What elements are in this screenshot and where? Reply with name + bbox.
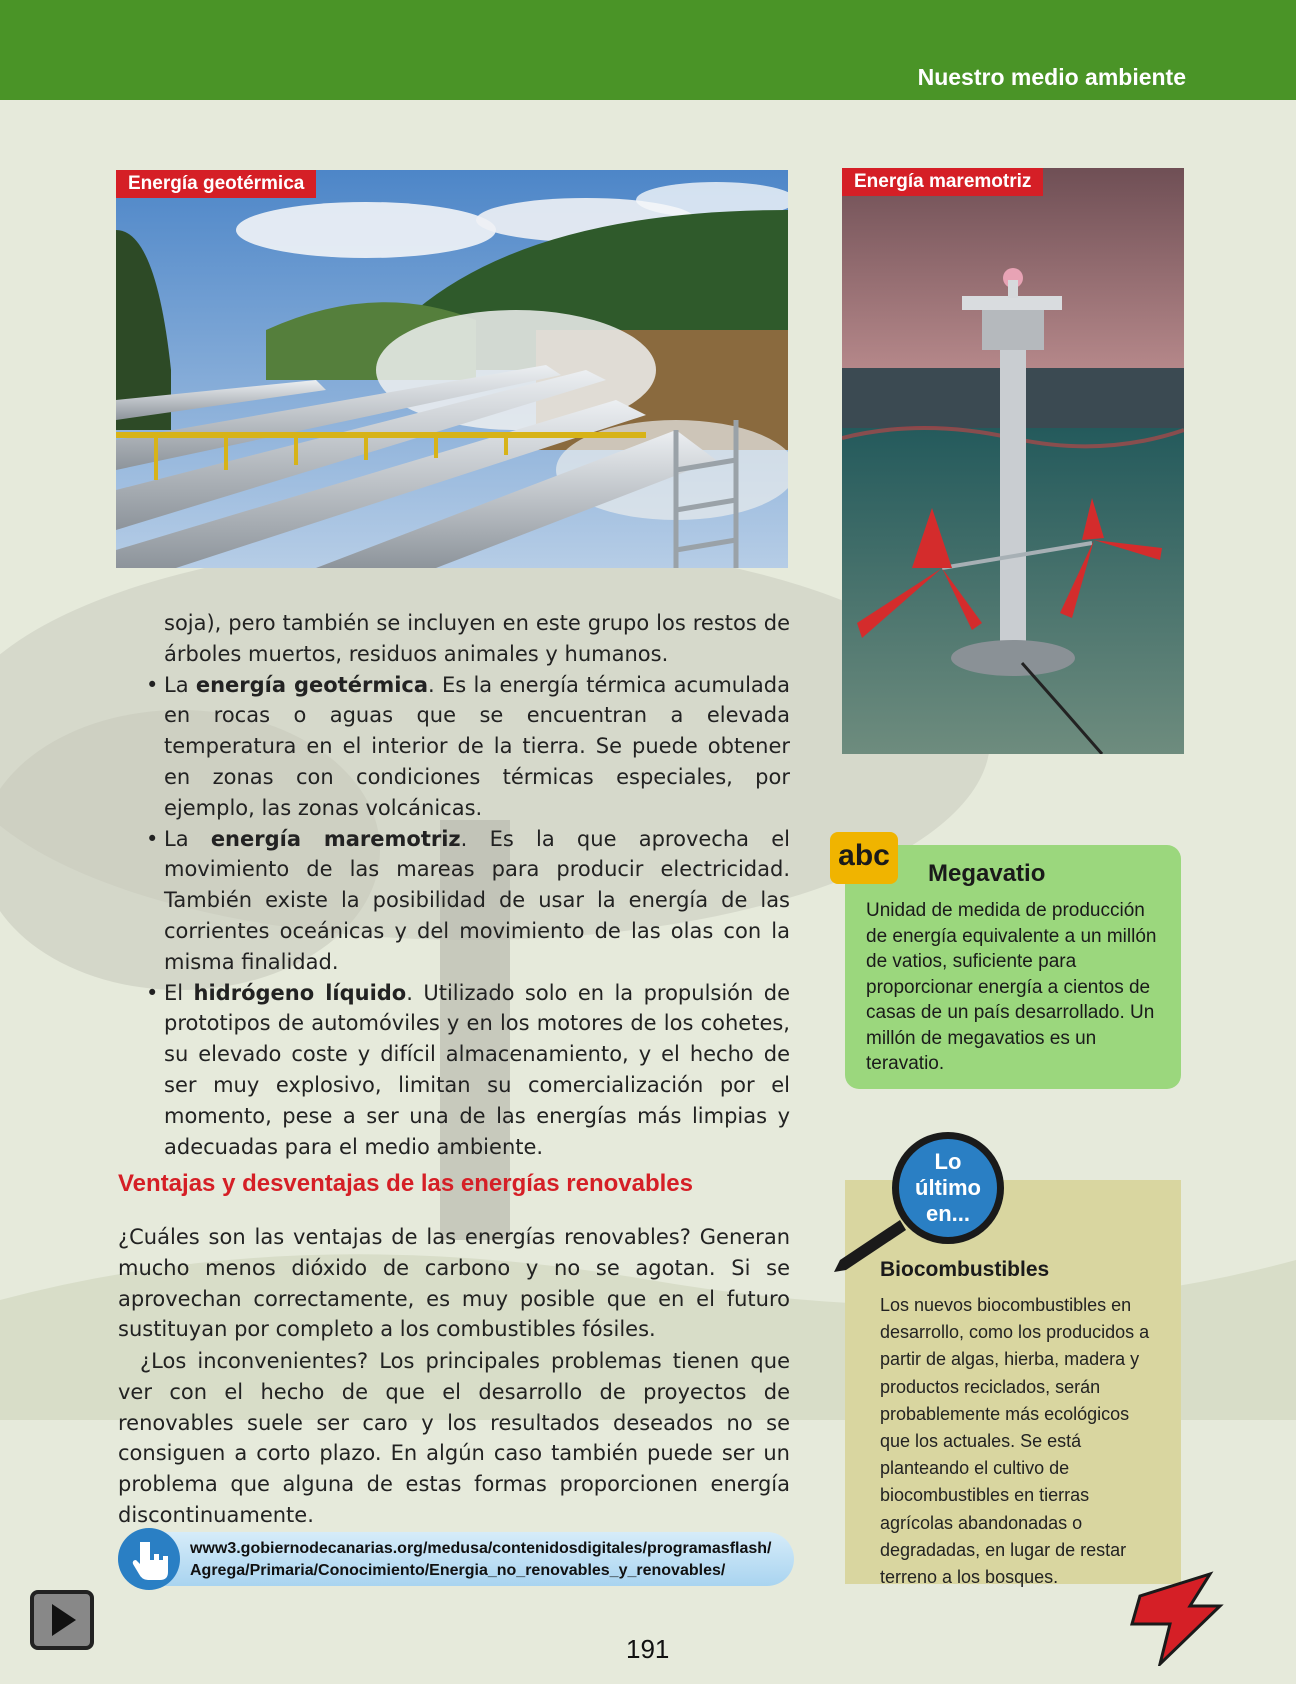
page-header [0,0,1296,100]
play-button[interactable] [30,1590,94,1650]
tidal-turbine-illustration [842,168,1184,754]
bullet-description: . Es la energía térmica acumulada en rocas o aguas que se encuentran a elevada temperatura en el interior de la tierra. Se puede obtener en zonas con condiciones térmicas especiales, por ejemplo, las zonas volcánicas. [164,672,790,820]
bullet-term: hidrógeno líquido [193,980,407,1005]
bullet-hydrogen [146,978,790,1163]
intro-paragraph: soja), pero también se incluyen en este grupo los restos de árboles muertos, residuos animales y humanos. [164,611,790,666]
geothermal-illustration [116,170,788,568]
bullet-term: energía maremotriz [210,826,461,851]
section-title: Ventajas y desventajas de las energías renovables [118,1170,693,1197]
link-url[interactable] [190,1538,771,1582]
badge-line: Lo [934,1149,962,1174]
latest-news-body: Los nuevos biocombustibles en desarrollo, como los producidos a partir de algas, hierba, madera y productos reciclados, serán probablemente más ecológicos que los actuales. Se está planteando el cultivo de biocombustibles en tierras agrícolas abandonadas o degradadas, en lugar de restar terreno a los bosques. [880,1295,1150,1588]
glossary-body: Unidad de medida de producción de energía equivalente a un millón de vatios, suficiente para proporcionar energía a cientos de casas de un país desarrollado. Un millón de megavatios es un teravatio. [866,900,1157,1074]
badge-line: último [915,1175,981,1200]
magnifier-icon [892,1132,1004,1244]
bullet-term: energía geotérmica [195,672,429,697]
latest-news-title: Biocombustibles [880,1258,1050,1281]
glossary-title: Megavatio [928,860,1046,887]
page-number: 191 [626,1634,670,1664]
paragraph-disadvantages: ¿Los inconvenientes? Los principales problemas tienen que ver con el hecho de que el desarrollo de proyectos de renovables suele ser caro y los resultados deseados no se consiguen a corto plazo. En algún caso también puede ser un problema que alguna de estas formas proporcionen energía discontinuamente. [118,1349,790,1527]
play-icon [34,1594,90,1646]
tidal-label: Energía maremotriz [842,168,1043,196]
bullet-geothermal [146,670,790,824]
bullet-description: . Es la que aprovecha el movimiento de las mareas para producir electricidad. También existe la posibilidad de usar la energía de las corrientes oceánicas y del movimiento de las olas con la misma finalidad. [164,826,791,974]
bullet-prefix: La [164,826,211,851]
link-url-line2[interactable]: Agrega/Primaria/Conocimiento/Energia_no_renovables_y_renovables/ [190,1562,726,1579]
bullet-prefix: La [164,672,196,697]
bullet-prefix: El [164,980,194,1005]
header-title: Nuestro medio ambiente [917,64,1186,90]
link-url-line1[interactable]: www3.gobiernodecanarias.org/medusa/contenidosdigitales/programasflash/ [190,1540,772,1557]
tidal-energy-photo [842,168,1184,754]
badge-line: en... [925,1201,970,1226]
paragraph-advantages: ¿Cuáles son las ventajas de las energías renovables? Generan mucho menos dióxido de carbono y no se agotan. Si se aprovechan correctamente, es muy posible que en el futuro sustituyan por completo a los combustibles fósiles. [118,1225,790,1342]
publisher-logo [1120,1566,1240,1666]
pointing-hand-icon [118,1528,180,1590]
bullet-tidal [146,824,790,978]
geothermal-label: Energía geotérmica [116,170,316,198]
web-link[interactable] [118,1532,794,1586]
main-text-block [146,608,790,1162]
abc-badge: abc [830,832,898,884]
bullet-description: . Utilizado solo en la propulsión de prototipos de automóviles y en los motores de los cohetes, su elevado coste y difícil almacenamiento, y el hecho de ser muy explosivo, limitan su comercialización por el momento, pese a ser una de las energías más limpias y adecuadas para el medio ambiente. [164,980,791,1159]
geothermal-photo [116,170,788,568]
